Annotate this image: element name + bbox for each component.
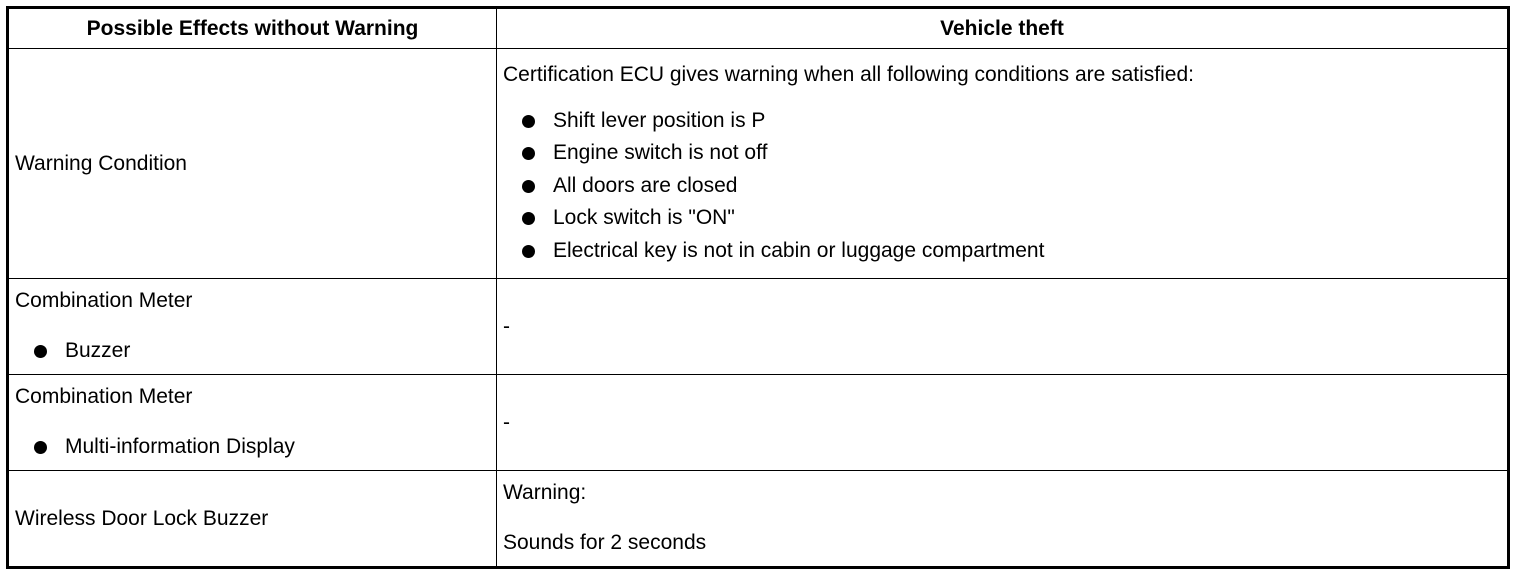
wireless-buzzer-duration: Sounds for 2 seconds: [503, 531, 707, 555]
warning-condition-label: Warning Condition: [8, 48, 497, 278]
bullet-dot-icon: [34, 345, 47, 358]
combination-meter-label: Combination Meter: [15, 289, 193, 313]
condition-item: [503, 202, 1501, 235]
wireless-buzzer-warning-label: Warning:: [503, 481, 587, 505]
wireless-door-lock-buzzer-label: Wireless Door Lock Buzzer: [8, 470, 497, 567]
condition-text: Engine switch is not off: [553, 141, 768, 165]
condition-item: [503, 137, 1501, 170]
bullet-dot-icon: [522, 212, 535, 225]
sub-item-text: Buzzer: [65, 339, 131, 363]
bullet-dot-icon: [522, 147, 535, 160]
sub-item-text: Multi-information Display: [65, 435, 295, 459]
warning-effects-table: [6, 6, 1510, 569]
bullet-dot-icon: [522, 180, 535, 193]
table-row-combination-meter-display: [8, 374, 1509, 470]
display-value: -: [497, 374, 1509, 470]
condition-item: [503, 170, 1501, 203]
condition-list: [503, 105, 1501, 268]
combination-meter-buzzer-cell: [8, 278, 497, 374]
warning-condition-intro: Certification ECU gives warning when all following conditions are satisfied:: [503, 62, 1195, 86]
condition-item: [503, 235, 1501, 268]
bullet-dot-icon: [522, 245, 535, 258]
wireless-door-lock-buzzer-cell: [497, 470, 1509, 567]
table-header-row: [8, 8, 1509, 49]
table-row-wireless-door-lock-buzzer: [8, 470, 1509, 567]
table-row-warning-condition: [8, 48, 1509, 278]
warning-condition-cell: [497, 48, 1509, 278]
table-row-combination-meter-buzzer: [8, 278, 1509, 374]
condition-text: All doors are closed: [553, 173, 738, 197]
sub-item: [15, 433, 490, 461]
header-possible-effects: Possible Effects without Warning: [8, 8, 497, 49]
buzzer-value: -: [497, 278, 1509, 374]
condition-text: Lock switch is "ON": [553, 206, 735, 230]
condition-item: [503, 105, 1501, 138]
bullet-dot-icon: [522, 115, 535, 128]
combination-meter-label: Combination Meter: [15, 385, 193, 409]
sub-item: [15, 337, 490, 365]
condition-text: Electrical key is not in cabin or luggage compartment: [553, 238, 1045, 262]
condition-text: Shift lever position is P: [553, 108, 766, 132]
bullet-dot-icon: [34, 441, 47, 454]
sub-item-list: [15, 433, 490, 461]
header-vehicle-theft: Vehicle theft: [497, 8, 1509, 49]
combination-meter-display-cell: [8, 374, 497, 470]
sub-item-list: [15, 337, 490, 365]
